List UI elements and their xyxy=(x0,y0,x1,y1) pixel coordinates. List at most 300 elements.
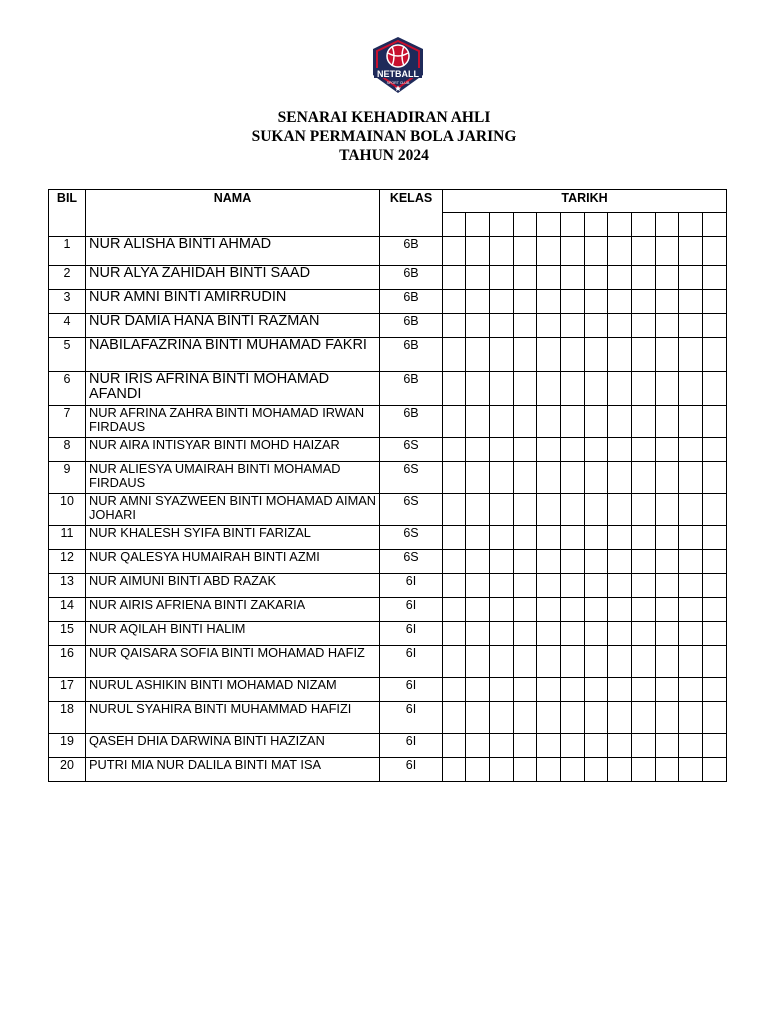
bil-cell: 14 xyxy=(49,598,86,622)
attendance-cell xyxy=(608,372,632,406)
attendance-cell xyxy=(608,462,632,494)
date-header-cell xyxy=(632,213,656,237)
attendance-cell xyxy=(490,758,514,782)
attendance-cell xyxy=(443,734,466,758)
student-name: NUR AQILAH BINTI HALIM xyxy=(89,621,246,636)
attendance-cell xyxy=(466,266,490,290)
attendance-cell xyxy=(561,266,585,290)
attendance-cell xyxy=(679,598,703,622)
attendance-cell xyxy=(608,678,632,702)
attendance-cell xyxy=(656,702,679,734)
attendance-cell xyxy=(490,290,514,314)
table-row xyxy=(49,702,727,734)
attendance-cell xyxy=(632,758,656,782)
table-row xyxy=(49,734,727,758)
attendance-cell xyxy=(585,734,608,758)
attendance-cell xyxy=(537,646,561,678)
attendance-cell xyxy=(608,526,632,550)
bil-cell: 16 xyxy=(49,646,86,678)
kelas-cell: 6I xyxy=(380,598,443,622)
kelas-cell: 6S xyxy=(380,550,443,574)
attendance-cell xyxy=(466,290,490,314)
nama-cell xyxy=(86,678,380,702)
nama-cell xyxy=(86,526,380,550)
attendance-cell xyxy=(679,438,703,462)
attendance-cell xyxy=(561,290,585,314)
nama-cell xyxy=(86,646,380,678)
attendance-cell xyxy=(632,494,656,526)
attendance-cell xyxy=(466,678,490,702)
attendance-cell xyxy=(514,702,537,734)
student-name: NURUL ASHIKIN BINTI MOHAMAD NIZAM xyxy=(89,677,337,692)
attendance-cell xyxy=(561,550,585,574)
kelas-cell: 6I xyxy=(380,734,443,758)
attendance-cell xyxy=(585,550,608,574)
table-row xyxy=(49,314,727,338)
attendance-cell xyxy=(514,438,537,462)
nama-cell xyxy=(86,266,380,290)
attendance-cell xyxy=(703,406,727,438)
attendance-cell xyxy=(632,622,656,646)
attendance-cell xyxy=(679,734,703,758)
attendance-cell xyxy=(656,372,679,406)
attendance-cell xyxy=(537,526,561,550)
attendance-cell xyxy=(466,574,490,598)
attendance-cell xyxy=(585,678,608,702)
table-row xyxy=(49,438,727,462)
kelas-cell: 6B xyxy=(380,314,443,338)
attendance-cell xyxy=(608,314,632,338)
bil-cell: 13 xyxy=(49,574,86,598)
attendance-cell xyxy=(561,702,585,734)
document-titles xyxy=(0,108,768,165)
bil-cell: 18 xyxy=(49,702,86,734)
attendance-cell xyxy=(443,550,466,574)
attendance-cell xyxy=(632,372,656,406)
header-nama: NAMA xyxy=(86,190,380,237)
attendance-cell xyxy=(679,758,703,782)
nama-cell xyxy=(86,338,380,372)
attendance-cell xyxy=(679,574,703,598)
attendance-cell xyxy=(632,702,656,734)
attendance-cell xyxy=(466,438,490,462)
attendance-cell xyxy=(561,406,585,438)
kelas-cell: 6I xyxy=(380,574,443,598)
attendance-cell xyxy=(490,622,514,646)
bil-cell: 4 xyxy=(49,314,86,338)
kelas-cell: 6B xyxy=(380,338,443,372)
attendance-cell xyxy=(585,290,608,314)
attendance-cell xyxy=(514,266,537,290)
nama-cell xyxy=(86,314,380,338)
date-header-cell xyxy=(490,213,514,237)
attendance-cell xyxy=(490,526,514,550)
student-name: NUR QALESYA HUMAIRAH BINTI AZMI xyxy=(89,549,320,564)
attendance-cell xyxy=(679,290,703,314)
header-kelas: KELAS xyxy=(380,190,443,237)
bil-cell: 11 xyxy=(49,526,86,550)
attendance-cell xyxy=(585,702,608,734)
attendance-cell xyxy=(679,646,703,678)
attendance-cell xyxy=(490,406,514,438)
attendance-cell xyxy=(608,494,632,526)
kelas-cell: 6I xyxy=(380,646,443,678)
attendance-cell xyxy=(656,494,679,526)
student-name: NUR DAMIA HANA BINTI RAZMAN xyxy=(89,313,320,329)
attendance-cell xyxy=(514,290,537,314)
attendance-cell xyxy=(443,290,466,314)
nama-cell xyxy=(86,462,380,494)
kelas-cell: 6I xyxy=(380,758,443,782)
table-row xyxy=(49,266,727,290)
table-row xyxy=(49,678,727,702)
student-name: NUR ALYA ZAHIDAH BINTI SAAD xyxy=(89,265,311,281)
attendance-cell xyxy=(632,526,656,550)
table-row xyxy=(49,290,727,314)
attendance-cell xyxy=(585,622,608,646)
attendance-cell xyxy=(585,266,608,290)
attendance-cell xyxy=(703,678,727,702)
attendance-cell xyxy=(490,550,514,574)
attendance-cell xyxy=(537,678,561,702)
attendance-cell xyxy=(537,338,561,372)
kelas-cell: 6B xyxy=(380,406,443,438)
attendance-cell xyxy=(585,372,608,406)
bil-cell: 5 xyxy=(49,338,86,372)
attendance-cell xyxy=(561,734,585,758)
attendance-cell xyxy=(561,574,585,598)
attendance-cell xyxy=(443,646,466,678)
attendance-cell xyxy=(514,598,537,622)
student-name: NUR AFRINA ZAHRA BINTI MOHAMAD IRWAN FIRDAUS xyxy=(89,405,365,434)
attendance-cell xyxy=(443,314,466,338)
attendance-cell xyxy=(537,314,561,338)
date-header-cell xyxy=(537,213,561,237)
attendance-cell xyxy=(514,734,537,758)
attendance-cell xyxy=(490,372,514,406)
nama-cell xyxy=(86,702,380,734)
attendance-cell xyxy=(656,526,679,550)
bil-cell: 15 xyxy=(49,622,86,646)
attendance-cell xyxy=(443,266,466,290)
attendance-cell xyxy=(537,550,561,574)
kelas-cell: 6I xyxy=(380,702,443,734)
attendance-cell xyxy=(679,462,703,494)
attendance-cell xyxy=(561,338,585,372)
attendance-cell xyxy=(585,406,608,438)
attendance-cell xyxy=(679,314,703,338)
attendance-cell xyxy=(561,526,585,550)
student-name: PUTRI MIA NUR DALILA BINTI MAT ISA xyxy=(89,757,322,772)
attendance-cell xyxy=(537,574,561,598)
attendance-cell xyxy=(466,494,490,526)
attendance-cell xyxy=(585,462,608,494)
attendance-cell xyxy=(490,338,514,372)
attendance-cell xyxy=(679,237,703,266)
attendance-cell xyxy=(490,266,514,290)
student-name: NUR AMNI SYAZWEEN BINTI MOHAMAD AIMAN JOHARI xyxy=(89,493,377,522)
title-line-3: TAHUN 2024 xyxy=(339,147,429,164)
attendance-cell xyxy=(703,438,727,462)
bil-cell: 8 xyxy=(49,438,86,462)
attendance-cell xyxy=(466,314,490,338)
bil-cell: 6 xyxy=(49,372,86,406)
table-row xyxy=(49,494,727,526)
attendance-cell xyxy=(561,622,585,646)
bil-cell: 20 xyxy=(49,758,86,782)
attendance-cell xyxy=(443,574,466,598)
attendance-cell xyxy=(632,550,656,574)
attendance-cell xyxy=(608,266,632,290)
attendance-cell xyxy=(537,622,561,646)
header-tarikh: TARIKH xyxy=(443,190,727,213)
attendance-cell xyxy=(585,338,608,372)
attendance-cell xyxy=(537,290,561,314)
kelas-cell: 6B xyxy=(380,266,443,290)
attendance-cell xyxy=(703,338,727,372)
attendance-cell xyxy=(490,237,514,266)
student-name: NUR AIRA INTISYAR BINTI MOHD HAIZAR xyxy=(89,437,340,452)
logo-text: NETBALL xyxy=(377,69,419,79)
bil-cell: 3 xyxy=(49,290,86,314)
attendance-cell xyxy=(608,646,632,678)
date-header-cell xyxy=(679,213,703,237)
nama-cell xyxy=(86,406,380,438)
attendance-cell xyxy=(656,266,679,290)
attendance-cell xyxy=(514,646,537,678)
attendance-cell xyxy=(656,598,679,622)
attendance-cell xyxy=(656,314,679,338)
attendance-cell xyxy=(585,646,608,678)
attendance-cell xyxy=(561,237,585,266)
attendance-cell xyxy=(632,438,656,462)
student-name: NUR QAISARA SOFIA BINTI MOHAMAD HAFIZ xyxy=(89,645,365,660)
table-body xyxy=(49,237,727,782)
attendance-cell xyxy=(703,494,727,526)
attendance-cell xyxy=(514,462,537,494)
attendance-cell xyxy=(679,406,703,438)
attendance-cell xyxy=(703,237,727,266)
attendance-cell xyxy=(656,678,679,702)
attendance-cell xyxy=(632,678,656,702)
student-name: NUR KHALESH SYIFA BINTI FARIZAL xyxy=(89,525,311,540)
attendance-cell xyxy=(561,438,585,462)
attendance-cell xyxy=(514,406,537,438)
attendance-cell xyxy=(466,646,490,678)
attendance-cell xyxy=(514,678,537,702)
nama-cell xyxy=(86,550,380,574)
attendance-cell xyxy=(703,598,727,622)
kelas-cell: 6B xyxy=(380,372,443,406)
attendance-cell xyxy=(632,237,656,266)
attendance-cell xyxy=(608,338,632,372)
attendance-cell xyxy=(703,622,727,646)
student-name: NUR IRIS AFRINA BINTI MOHAMAD AFANDI xyxy=(89,371,330,402)
nama-cell xyxy=(86,372,380,406)
attendance-cell xyxy=(632,598,656,622)
date-header-cell xyxy=(514,213,537,237)
attendance-cell xyxy=(679,678,703,702)
title-line-2: SUKAN PERMAINAN BOLA JARING xyxy=(251,128,517,145)
nama-cell xyxy=(86,734,380,758)
date-header-cell xyxy=(703,213,727,237)
attendance-cell xyxy=(656,574,679,598)
attendance-cell xyxy=(466,622,490,646)
attendance-cell xyxy=(656,758,679,782)
attendance-cell xyxy=(561,678,585,702)
attendance-cell xyxy=(537,406,561,438)
attendance-cell xyxy=(490,734,514,758)
attendance-cell xyxy=(466,526,490,550)
bil-cell: 17 xyxy=(49,678,86,702)
student-name: NUR ALISHA BINTI AHMAD xyxy=(89,236,272,252)
attendance-cell xyxy=(585,598,608,622)
attendance-cell xyxy=(656,438,679,462)
attendance-cell xyxy=(537,266,561,290)
nama-cell xyxy=(86,237,380,266)
attendance-cell xyxy=(679,266,703,290)
bil-cell: 7 xyxy=(49,406,86,438)
nama-cell xyxy=(86,598,380,622)
kelas-cell: 6S xyxy=(380,438,443,462)
attendance-cell xyxy=(561,758,585,782)
attendance-cell xyxy=(703,526,727,550)
attendance-cell xyxy=(466,462,490,494)
attendance-cell xyxy=(656,290,679,314)
attendance-cell xyxy=(679,622,703,646)
attendance-cell xyxy=(466,598,490,622)
attendance-cell xyxy=(585,438,608,462)
date-header-cell xyxy=(443,213,466,237)
header-bil: BIL xyxy=(49,190,86,237)
attendance-cell xyxy=(443,494,466,526)
attendance-cell xyxy=(656,237,679,266)
attendance-cell xyxy=(632,734,656,758)
bil-cell: 19 xyxy=(49,734,86,758)
attendance-cell xyxy=(561,462,585,494)
attendance-cell xyxy=(561,494,585,526)
table-row xyxy=(49,406,727,438)
attendance-cell xyxy=(703,314,727,338)
bil-cell: 2 xyxy=(49,266,86,290)
kelas-cell: 6I xyxy=(380,678,443,702)
attendance-cell xyxy=(490,598,514,622)
nama-cell xyxy=(86,438,380,462)
attendance-cell xyxy=(608,574,632,598)
table-row xyxy=(49,372,727,406)
attendance-cell xyxy=(679,372,703,406)
attendance-cell xyxy=(537,734,561,758)
attendance-cell xyxy=(537,758,561,782)
nama-cell xyxy=(86,758,380,782)
bil-cell: 10 xyxy=(49,494,86,526)
attendance-cell xyxy=(585,314,608,338)
kelas-cell: 6S xyxy=(380,462,443,494)
attendance-cell xyxy=(608,406,632,438)
attendance-cell xyxy=(466,406,490,438)
attendance-cell xyxy=(656,550,679,574)
table-row xyxy=(49,550,727,574)
attendance-cell xyxy=(656,646,679,678)
date-header-cell xyxy=(466,213,490,237)
table-row xyxy=(49,758,727,782)
attendance-cell xyxy=(656,338,679,372)
attendance-cell xyxy=(632,314,656,338)
attendance-cell xyxy=(703,290,727,314)
student-name: NURUL SYAHIRA BINTI MUHAMMAD HAFIZI xyxy=(89,701,352,716)
kelas-cell: 6B xyxy=(380,237,443,266)
attendance-cell xyxy=(466,338,490,372)
attendance-cell xyxy=(703,758,727,782)
attendance-cell xyxy=(561,372,585,406)
student-name: NUR AMNI BINTI AMIRRUDIN xyxy=(89,289,287,305)
table-row xyxy=(49,338,727,372)
attendance-cell xyxy=(632,646,656,678)
attendance-cell xyxy=(443,758,466,782)
logo-subtext: SPORT CLUB xyxy=(386,81,410,85)
attendance-cell xyxy=(490,678,514,702)
attendance-cell xyxy=(679,702,703,734)
student-name: NABILAFAZRINA BINTI MUHAMAD FAKRI xyxy=(89,337,367,353)
attendance-cell xyxy=(703,734,727,758)
attendance-cell xyxy=(585,494,608,526)
bil-cell: 9 xyxy=(49,462,86,494)
attendance-cell xyxy=(608,702,632,734)
nama-cell xyxy=(86,494,380,526)
student-name: NUR ALIESYA UMAIRAH BINTI MOHAMAD FIRDAUS xyxy=(89,461,341,490)
student-name: NUR AIRIS AFRIENA BINTI ZAKARIA xyxy=(89,597,306,612)
attendance-cell xyxy=(490,494,514,526)
attendance-cell xyxy=(632,290,656,314)
attendance-cell xyxy=(490,438,514,462)
table-row xyxy=(49,462,727,494)
netball-club-logo xyxy=(368,35,428,95)
attendance-cell xyxy=(608,237,632,266)
nama-cell xyxy=(86,290,380,314)
attendance-cell xyxy=(443,598,466,622)
student-name: NUR AIMUNI BINTI ABD RAZAK xyxy=(89,573,277,588)
attendance-cell xyxy=(514,550,537,574)
attendance-cell xyxy=(703,574,727,598)
attendance-table xyxy=(48,189,727,782)
attendance-cell xyxy=(561,646,585,678)
attendance-cell xyxy=(656,622,679,646)
attendance-cell xyxy=(443,372,466,406)
kelas-cell: 6S xyxy=(380,526,443,550)
attendance-cell xyxy=(679,494,703,526)
attendance-cell xyxy=(443,338,466,372)
kelas-cell: 6I xyxy=(380,622,443,646)
attendance-cell xyxy=(656,734,679,758)
date-header-cell xyxy=(656,213,679,237)
attendance-cell xyxy=(703,372,727,406)
attendance-cell xyxy=(703,702,727,734)
attendance-cell xyxy=(514,574,537,598)
attendance-cell xyxy=(537,462,561,494)
table-row xyxy=(49,574,727,598)
attendance-cell xyxy=(703,462,727,494)
attendance-cell xyxy=(703,646,727,678)
date-header-cell xyxy=(561,213,585,237)
table-row xyxy=(49,237,727,266)
attendance-cell xyxy=(632,338,656,372)
attendance-cell xyxy=(537,598,561,622)
attendance-cell xyxy=(443,702,466,734)
attendance-cell xyxy=(443,526,466,550)
attendance-cell xyxy=(537,237,561,266)
attendance-cell xyxy=(490,702,514,734)
kelas-cell: 6B xyxy=(380,290,443,314)
